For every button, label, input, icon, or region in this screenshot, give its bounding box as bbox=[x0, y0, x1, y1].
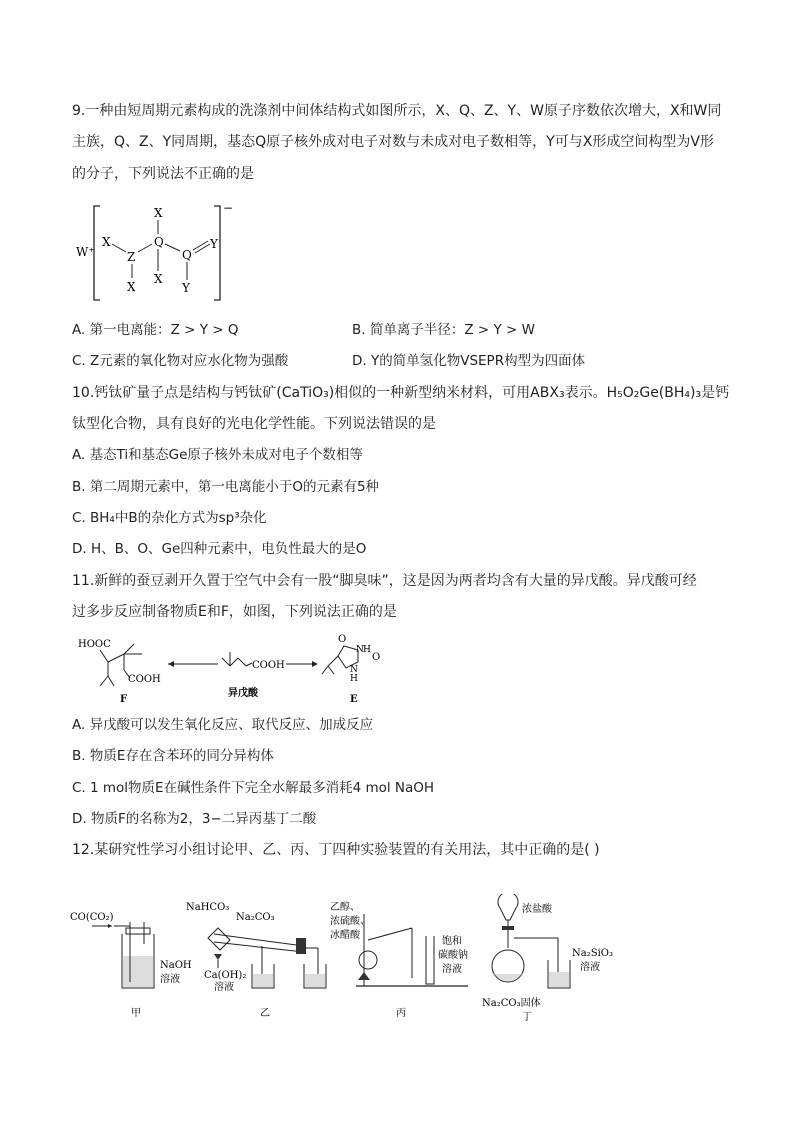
atom-x-bottom-q: X bbox=[154, 272, 163, 286]
yi-sol: 溶液 bbox=[214, 982, 234, 993]
jia-label: 甲 bbox=[131, 1008, 141, 1019]
q9-option-d[interactable]: D. Y的简单氢化物VSEPR构型为四面体 bbox=[352, 353, 586, 369]
q11-stem-line-1: 11.新鲜的蚕豆剥开久置于空气中会有一股“脚臭味”，这是因为两者均含有大量的异戊酸。异戊酸可经 bbox=[72, 573, 697, 589]
ding-label: 丁 bbox=[522, 1012, 532, 1023]
e-oxygen-1: O bbox=[338, 634, 347, 645]
q9-option-c[interactable]: C. Z元素的氧化物对应水化物为强酸 bbox=[72, 353, 289, 369]
atom-q1: Q bbox=[154, 235, 164, 249]
ding-acid: 浓盐酸 bbox=[522, 904, 552, 915]
bing-r2: 浓硫酸、 bbox=[330, 916, 370, 927]
ding-solid: Na₂CO₃固体 bbox=[482, 998, 541, 1009]
q11-option-d[interactable]: D. 物质F的名称为2，3−二异丙基丁二酸 bbox=[72, 811, 317, 827]
ding-sol: 溶液 bbox=[580, 962, 600, 973]
e-nitrogen-1: N bbox=[356, 645, 364, 655]
apparatus-yi bbox=[186, 902, 326, 1019]
q11-option-b[interactable]: B. 物质E存在含苯环的同分异构体 bbox=[72, 748, 274, 764]
q10-stem-line-1: 10.钙钛矿量子点是结构与钙钛矿(CaTiO₃)相似的一种新型纳米材料，可用ABX₃表示。H₅O₂Ge(BH₄)₃是钙 bbox=[72, 385, 730, 401]
atom-q2: Q bbox=[182, 248, 192, 262]
q11-stem-line-2: 过多步反应制备物质E和F，如图，下列说法正确的是 bbox=[72, 604, 397, 620]
bing-s3: 溶液 bbox=[442, 964, 462, 975]
q11-reaction-figure bbox=[72, 630, 392, 708]
q10-option-d[interactable]: D. H、B、O、Ge四种元素中，电负性最大的是O bbox=[72, 541, 367, 557]
q9-stem-line-1: 9.一种由短周期元素构成的洗涤剂中间体结构式如图所示，X、Q、Z、Y、W原子序数依次增大，X和W同 bbox=[72, 103, 722, 119]
yi-nahco3: NaHCO₃ bbox=[186, 902, 230, 913]
q9-structure-figure bbox=[72, 198, 242, 306]
e-nitrogen-2: N bbox=[350, 665, 358, 675]
q12-stem-line-1: 12.某研究性学习小组讨论甲、乙、丙、丁四种实验装置的有关用法，其中正确的是( ) bbox=[72, 842, 600, 858]
q12-apparatus-figure bbox=[68, 894, 628, 1024]
jia-gas: CO(CO₂) bbox=[70, 912, 114, 923]
isovaleric-cooh: COOH bbox=[252, 660, 285, 671]
bing-s2: 碳酸钠 bbox=[438, 950, 468, 961]
f-hooc: HOOC bbox=[78, 639, 111, 650]
bing-label: 丙 bbox=[396, 1008, 406, 1019]
e-label: E bbox=[350, 694, 358, 705]
yi-caoh2: Ca(OH)₂ bbox=[204, 970, 247, 981]
e-hydrogen-1: H bbox=[363, 645, 371, 655]
left-bracket bbox=[94, 206, 100, 300]
bing-r3: 冰醋酸 bbox=[330, 930, 360, 941]
q11-option-c[interactable]: C. 1 mol物质E在碱性条件下完全水解最多消耗4 mol NaOH bbox=[72, 780, 435, 796]
jia-sol-2: 溶液 bbox=[160, 974, 180, 985]
isovaleric-name: 异戊酸 bbox=[228, 688, 258, 699]
q10-stem-line-2: 钛型化合物，具有良好的光电化学性能。下列说法错误的是 bbox=[72, 416, 436, 432]
f-label: F bbox=[120, 694, 128, 705]
atom-z: Z bbox=[127, 250, 136, 264]
q9-stem-line-3: 的分子，下列说法不正确的是 bbox=[72, 166, 254, 182]
apparatus-jia bbox=[70, 912, 192, 1019]
atom-x-bottom-z: X bbox=[127, 280, 136, 294]
atom-x-left: X bbox=[102, 235, 111, 249]
q11-option-a[interactable]: A. 异戊酸可以发生氧化反应、取代反应、加成反应 bbox=[72, 717, 374, 733]
ding-na2sio3: Na₂SiO₃ bbox=[572, 948, 613, 959]
yi-na2co3: Na₂CO₃ bbox=[236, 912, 275, 923]
e-hydrogen-2: H bbox=[350, 674, 358, 684]
f-cooh: COOH bbox=[128, 674, 161, 685]
q10-option-b[interactable]: B. 第二周期元素中，第一电离能小于O的元素有5种 bbox=[72, 479, 380, 495]
q9-option-a[interactable]: A. 第一电离能：Z > Y > Q bbox=[72, 322, 239, 338]
q10-option-a[interactable]: A. 基态Ti和基态Ge原子核外未成对电子个数相等 bbox=[72, 447, 363, 463]
q10-option-c[interactable]: C. BH₄中B的杂化方式为sp³杂化 bbox=[72, 510, 267, 526]
anion-charge: − bbox=[223, 201, 234, 215]
q9-stem-line-2: 主族，Q、Z、Y同周期，基态Q原子核外成对电子对数与未成对电子数相等，Y可与X形成空间构型为V形 bbox=[72, 134, 714, 150]
apparatus-ding bbox=[482, 894, 613, 1023]
atom-y-bottom: Y bbox=[182, 281, 190, 295]
q9-option-b[interactable]: B. 简单离子半径：Z > Y > W bbox=[352, 322, 535, 338]
apparatus-bing bbox=[330, 900, 468, 1019]
yi-label: 乙 bbox=[260, 1008, 270, 1019]
e-oxygen-2: O bbox=[372, 652, 381, 663]
atom-x-top: X bbox=[154, 206, 163, 220]
cation-w: W⁺ bbox=[76, 245, 95, 259]
right-bracket bbox=[214, 206, 220, 300]
atom-y-right: Y bbox=[210, 237, 218, 251]
bing-s1: 饱和 bbox=[442, 936, 462, 947]
jia-sol-1: NaOH bbox=[160, 960, 192, 971]
bing-r1: 乙醇、 bbox=[330, 902, 360, 913]
